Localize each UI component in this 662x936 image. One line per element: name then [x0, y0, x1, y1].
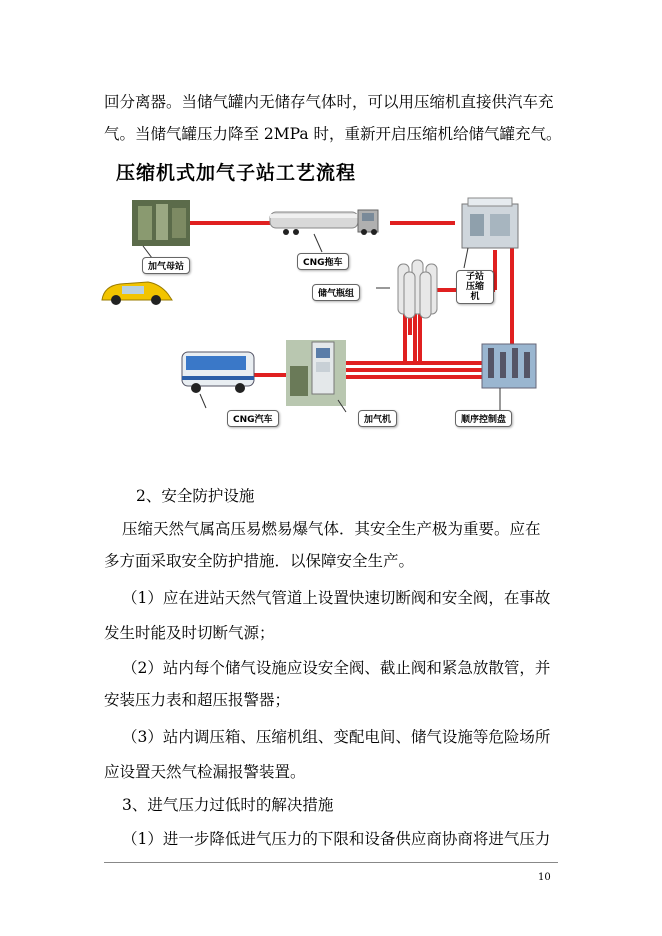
body-line-2: 气。当储气罐压力降至 2MPa 时，重新开启压缩机给储气罐充气。 [104, 125, 562, 143]
label-gas-cylinders: 储气瓶组 [312, 284, 360, 301]
section2-item1-line2: 发生时能及时切断气源； [104, 624, 275, 642]
section2-heading: 2、安全防护设施 [136, 487, 255, 505]
label-sub-compressor: 子站压缩机 [456, 270, 494, 304]
dispenser-image [286, 340, 346, 412]
cng-bus-image [182, 352, 254, 408]
section2-item2-line1: （2）站内每个储气设施应设安全阀、截止阀和紧急放散管，并 [122, 659, 551, 677]
yellow-car-image [102, 282, 172, 305]
section2-item3-line2: 应设置天然气检漏报警装置。 [104, 763, 306, 781]
section2-para1-line2: 多方面采取安全防护措施．以保障安全生产。 [104, 552, 415, 570]
process-flow-diagram [90, 190, 560, 440]
page-number: 10 [538, 872, 551, 883]
section2-item3-line1: （3）站内调压箱、压缩机组、变配电间、储气设施等危险场所 [122, 728, 551, 746]
label-mother-station: 加气母站 [142, 257, 190, 274]
label-cng-bus: CNG汽车 [227, 410, 279, 427]
section2-item2-line2: 安装压力表和超压报警器； [104, 691, 291, 709]
section3-heading: 3、进气压力过低时的解决措施 [122, 796, 334, 814]
mother-station-image [132, 200, 190, 258]
section3-item1-line1: （1）进一步降低进气压力的下限和设备供应商协商将进气压力 [122, 830, 551, 848]
label-cng-truck: CNG拖车 [297, 253, 349, 270]
body-line-1: 回分离器。当储气罐内无储存气体时，可以用压缩机直接供汽车充 [104, 93, 554, 111]
label-control-panel: 顺序控制盘 [455, 410, 512, 427]
footer-rule [104, 862, 558, 863]
control-panel-image [482, 344, 536, 412]
cng-truck-image [270, 210, 378, 252]
section2-para1-line1: 压缩天然气属高压易燃易爆气体．其安全生产极为重要。应在 [122, 520, 541, 538]
figure-title: 压缩机式加气子站工艺流程 [116, 162, 357, 184]
section2-item1-line1: （1）应在进站天然气管道上设置快速切断阀和安全阀，在事故 [122, 589, 551, 607]
gas-cylinders-image [376, 260, 437, 318]
compressor-image [462, 198, 518, 268]
label-dispenser: 加气机 [358, 410, 397, 427]
